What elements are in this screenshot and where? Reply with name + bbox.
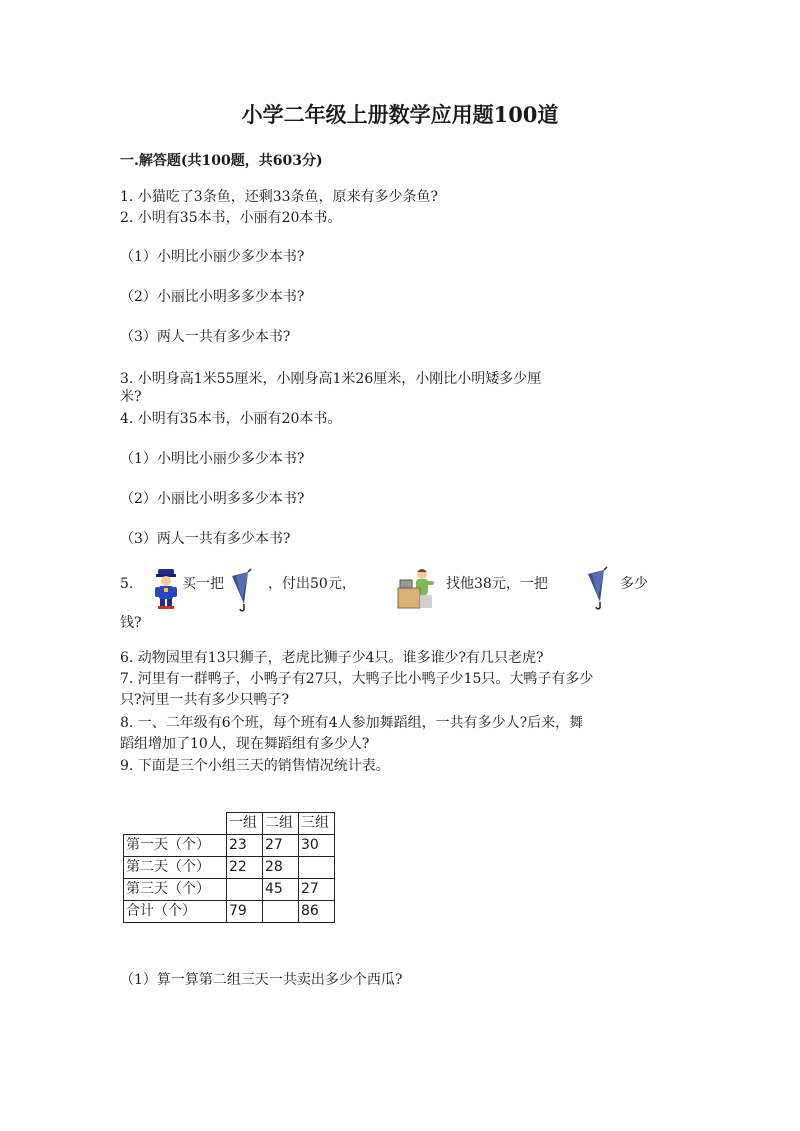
question-3-line-2: 米? [120, 389, 142, 405]
table-cell [263, 901, 299, 923]
question-9: 9. 下面是三个小组三天的销售情况统计表。 [120, 758, 390, 774]
police-officer-icon [152, 566, 180, 610]
table-header-cell: 三组 [299, 813, 335, 835]
table-row [124, 835, 335, 857]
umbrella-icon [228, 568, 254, 612]
question-1: 1. 小猫吃了3条鱼，还剩33条鱼，原来有多少条鱼? [120, 189, 439, 205]
question-7-line-2: 只?河里一共有多少只鸭子? [120, 692, 290, 708]
question-5-part-2: ，付出50元， [268, 576, 356, 592]
section-heading: 一.解答题(共100题，共603分) [120, 153, 323, 169]
question-2-sub-1: （1）小明比小丽少多少本书? [120, 249, 305, 265]
table-row-label: 第一天（个） [124, 835, 227, 857]
table-header-cell: 二组 [263, 813, 299, 835]
table-cell: 27 [299, 879, 335, 901]
question-9-sub-1: （1）算一算第二组三天一共卖出多少个西瓜? [120, 972, 403, 988]
table-row [124, 857, 335, 879]
question-5-part-4: 多少 [620, 576, 648, 592]
table-header-row [124, 813, 335, 835]
table-cell: 23 [227, 835, 263, 857]
question-2: 2. 小明有35本书，小丽有20本书。 [120, 210, 342, 226]
question-7-line-1: 7. 河里有一群鸭子，小鸭子有27只，大鸭子比小鸭子少15只。大鸭子有多少 [120, 671, 594, 687]
question-5-line-2: 钱? [120, 615, 142, 631]
question-8-line-2: 蹈组增加了10人，现在舞蹈组有多少人? [120, 736, 370, 752]
question-8-line-1: 8. 一、二年级有6个班，每个班有4人参加舞蹈组，一共有多少人?后来，舞 [120, 715, 584, 731]
question-4-sub-3: （3）两人一共有多少本书? [120, 531, 291, 547]
table-row-label: 第二天（个） [124, 857, 227, 879]
table-cell [227, 879, 263, 901]
question-4-sub-1: （1）小明比小丽少多少本书? [120, 451, 305, 467]
question-5-number: 5. [120, 576, 134, 592]
table-cell: 86 [299, 901, 335, 923]
cashier-icon [396, 566, 440, 610]
table-corner-cell [124, 813, 227, 835]
table-cell: 28 [263, 857, 299, 879]
question-4: 4. 小明有35本书，小丽有20本书。 [120, 411, 342, 427]
table-cell: 22 [227, 857, 263, 879]
table-row-label: 合计（个） [124, 901, 227, 923]
table-cell: 45 [263, 879, 299, 901]
table-row [124, 879, 335, 901]
table-cell: 30 [299, 835, 335, 857]
question-2-sub-3: （3）两人一共有多少本书? [120, 329, 291, 345]
question-6: 6. 动物园里有13只狮子，老虎比狮子少4只。谁多谁少?有几只老虎? [120, 650, 544, 666]
question-5-part-3: 找他38元，一把 [446, 576, 548, 592]
table-cell: 79 [227, 901, 263, 923]
table-header-cell: 一组 [227, 813, 263, 835]
table-cell: 27 [263, 835, 299, 857]
table-cell [299, 857, 335, 879]
question-5-part-1: 买一把 [182, 576, 224, 592]
question-4-sub-2: （2）小丽比小明多多少本书? [120, 491, 305, 507]
table-row [124, 901, 335, 923]
table-row-label: 第三天（个） [124, 879, 227, 901]
umbrella-icon [584, 566, 610, 610]
question-2-sub-2: （2）小丽比小明多多少本书? [120, 289, 305, 305]
question-3-line-1: 3. 小明身高1米55厘米，小刚身高1米26厘米，小刚比小明矮多少厘 [120, 371, 542, 387]
page-title: 小学二年级上册数学应用题100道 [241, 102, 559, 127]
sales-table [123, 812, 335, 923]
